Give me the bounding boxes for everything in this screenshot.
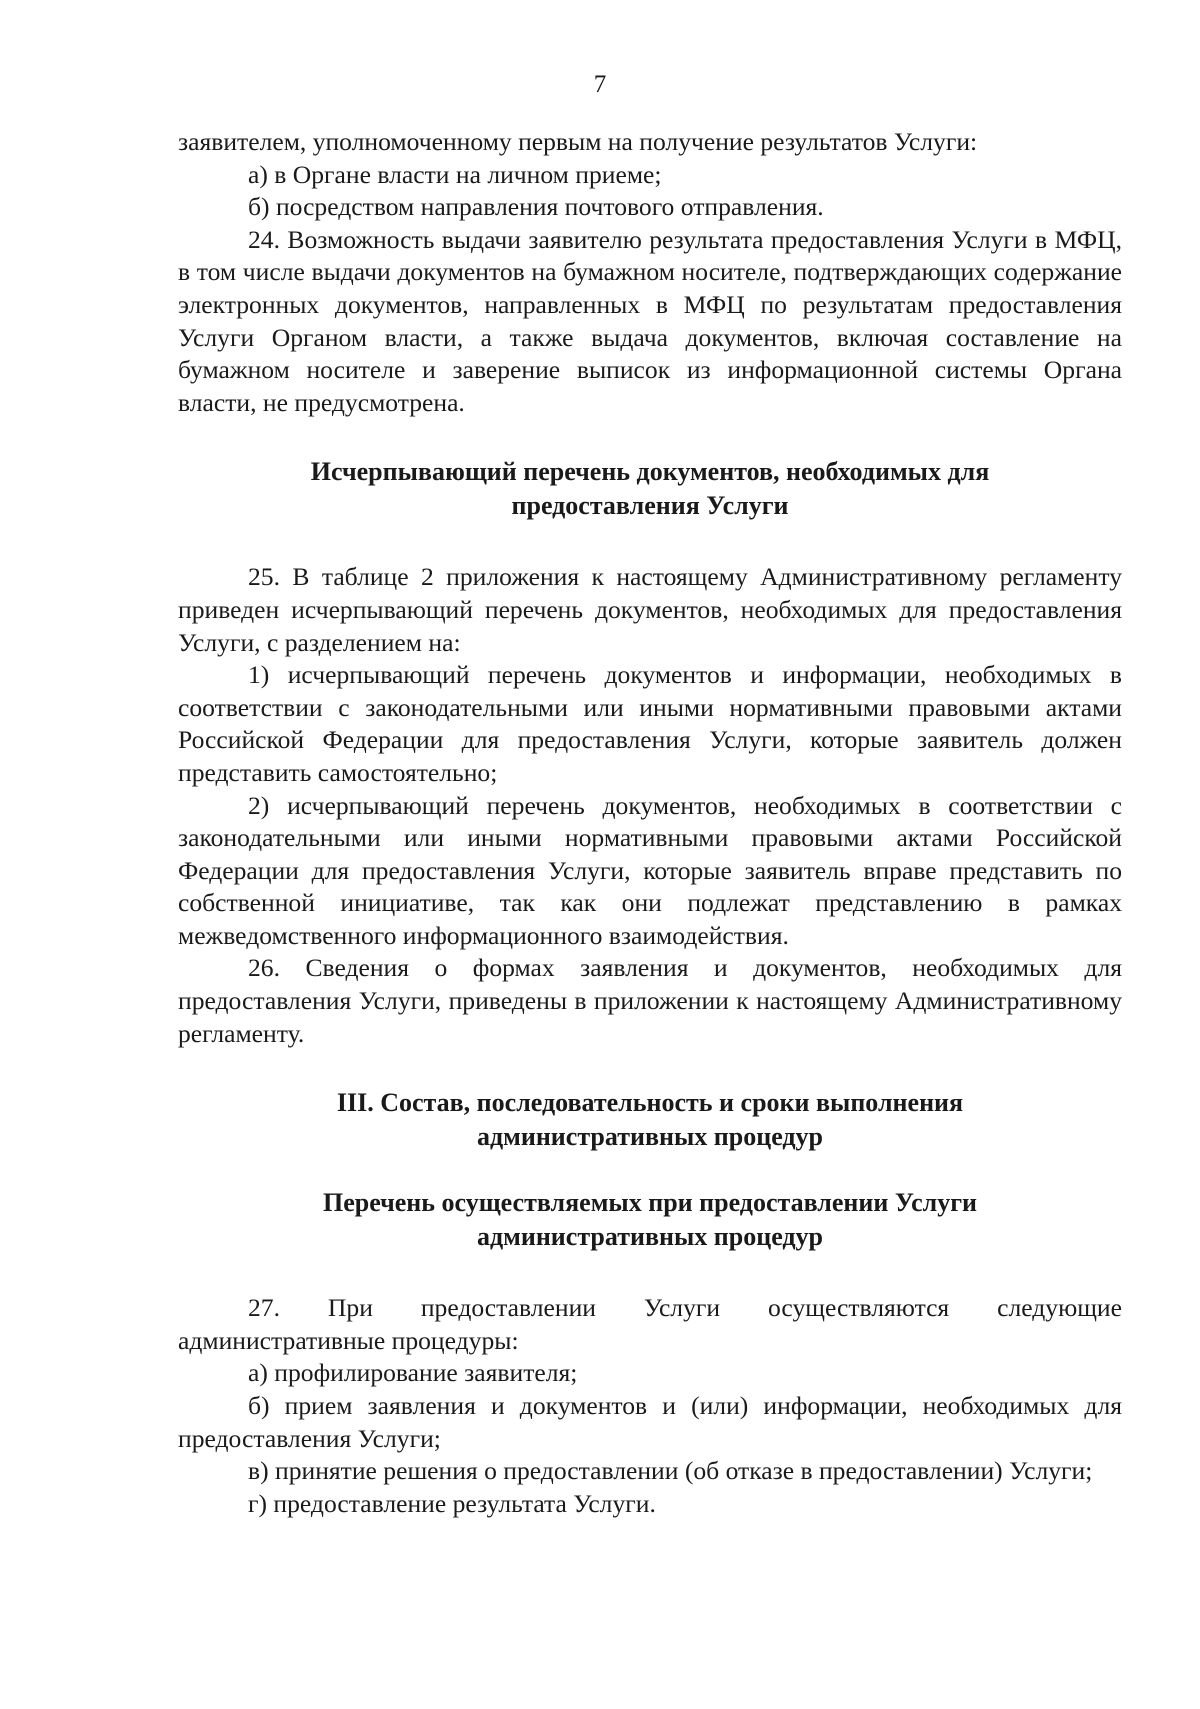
paragraph-26: 26. Сведения о формах заявления и документов, необходимых для предоставления Услуги, приведены в приложении к настоящему Административному регламенту. — [178, 953, 1122, 1048]
procedure-item-a: а) профилирование заявителя; — [248, 1358, 578, 1388]
list-item-b: б) посредством направления почтового отправления. — [248, 192, 824, 222]
paragraph-27: 27. При предоставлении Услуги осуществляются следующие административные процедуры: — [178, 1293, 1122, 1355]
section-heading-documents — [178, 455, 1122, 523]
page-number: 7 — [593, 71, 607, 98]
list-item-a: а) в Органе власти на личном приеме; — [248, 159, 662, 189]
section-heading-procedures — [178, 1186, 1122, 1254]
paragraph-25-item-1: 1) исчерпывающий перечень документов и информации, необходимых в соответствии с законодательными или иными нормативными правовыми актами Российской Федерации для предоставления Услуги, которые заявитель должен представить самостоятельно; — [178, 660, 1122, 787]
heading-line: Исчерпывающий перечень документов, необходимых для — [310, 457, 990, 487]
document-body — [178, 126, 1122, 1520]
paragraph-continuation: заявителем, уполномоченному первым на получение результатов Услуги: — [178, 127, 978, 156]
heading-line: административных процедур — [476, 1122, 824, 1152]
chapter-heading-iii — [178, 1086, 1122, 1154]
heading-line: Перечень осуществляемых при предоставлении Услуги — [322, 1188, 978, 1218]
paragraph-25: 25. В таблице 2 приложения к настоящему Административному регламенту приведен исчерпывающий перечень документов, необходимых для предоставления Услуги, с разделением на: — [178, 562, 1122, 657]
procedure-item-c: в) принятие решения о предоставлении (об отказе в предоставлении) Услуги; — [248, 1456, 1093, 1486]
heading-line: III. Состав, последовательность и сроки выполнения — [336, 1088, 964, 1118]
paragraph-24: 24. Возможность выдачи заявителю результата предоставления Услуги в МФЦ, в том числе выдачи документов на бумажном носителе, подтверждающих содержание электронных документов, направленных в МФЦ по результатам предоставления Услуги Органом власти, а также выдача документов, включая составление на бумажном носителе и заверение выписок из информационной системы Органа власти, не предусмотрена. — [178, 224, 1122, 417]
procedure-item-d: г) предоставление результата Услуги. — [248, 1488, 656, 1518]
heading-line: административных процедур — [476, 1222, 824, 1252]
paragraph-25-item-2: 2) исчерпывающий перечень документов, необходимых в соответствии с законодательными или иными нормативными правовыми актами Российской Федерации для предоставления Услуги, которые заявитель вправе представить по собственной инициативе, так как они подлежат представлению в рамках межведомственного информационного взаимодействия. — [178, 790, 1122, 950]
heading-line: предоставления Услуги — [511, 491, 789, 521]
procedure-item-b: б) прием заявления и документов и (или) информации, необходимых для предоставления Услуги; — [178, 1391, 1122, 1453]
